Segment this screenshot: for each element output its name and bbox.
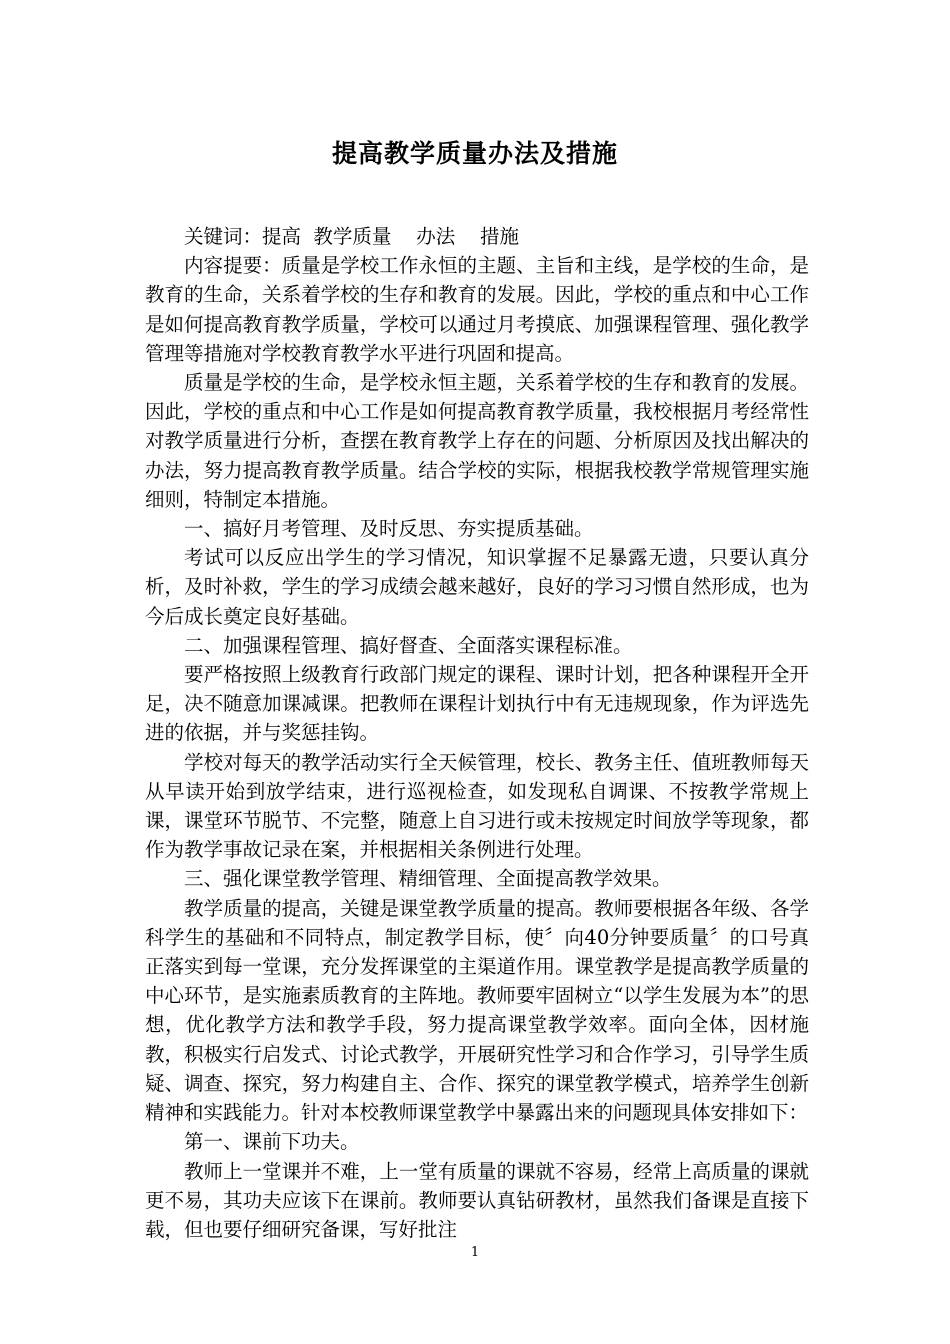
paragraph-classroom: 教学质量的提高，关键是课堂教学质量的提高。教师要根据各年级、各学科学生的基础和不同特点，制定教学目标，使〞向40分钟要质量〞的口号真正落实到每一堂课，充分发挥课堂的主渠道作用。课堂教学是提高教学质量的中心环节，是实施素质教育的主阵地。教师要牢固树立“以学生发展为本”的思想，优化教学方法和教学手段，努力提高课堂教学效率。面向全体，因材施教，积极实行启发式、讨论式教学，开展研究性学习和合作学习，引导学生质疑、调查、探究，努力构建自主、合作、探究的课堂教学模式，培养学生创新精神和实践能力。针对本校教师课堂教学中暴露出来的问题现具体安排如下： [145, 896, 809, 1125]
document-title: 提高教学质量办法及措施 [331, 139, 618, 168]
page-number: 1 [470, 1245, 480, 1260]
paragraph-exam: 考试可以反应出学生的学习情况，知识掌握不足暴露无遗，只要认真分析，及时补救，学生的学习成绩会越来越好，良好的学习习惯自然形成，也为今后成长奠定良好基础。 [145, 546, 809, 628]
paragraph-abstract: 内容提要：质量是学校工作永恒的主题、主旨和主线，是学校的生命，是教育的生命，关系着学校的生存和教育的发展。因此，学校的重点和中心工作是如何提高教育教学质量，学校可以通过月考摸底、加强课程管理、强化教学管理等措施对学校教育教学水平进行巩固和提高。 [145, 254, 809, 365]
paragraph-daily-management: 学校对每天的教学活动实行全天候管理，校长、教务主任、值班教师每天从早读开始到放学结束，进行巡视检查，如发现私自调课、不按教学常规上课，课堂环节脱节、不完整，随意上自习进行或未按规定时间放学等现象，都作为教学事故记录在案，并根据相关条例进行处理。 [145, 750, 809, 862]
subsection-heading-1: 第一、课前下功夫。 [184, 1130, 360, 1154]
section-heading-3: 三、强化课堂教学管理、精细管理、全面提高教学效果。 [184, 867, 672, 891]
document-body [145, 222, 809, 1244]
paragraph-curriculum: 要严格按照上级教育行政部门规定的课程、课时计划，把各种课程开全开足，决不随意加课减课。把教师在课程计划执行中有无违规现象，作为评选先进的依据，并与奖惩挂钩。 [145, 663, 809, 745]
paragraph-intro: 质量是学校的生命，是学校永恒主题，关系着学校的生存和教育的发展。因此，学校的重点和中心工作是如何提高教育教学质量，我校根据月考经常性对教学质量进行分析，查摆在教育教学上存在的问题、分析原因及找出解决的办法，努力提高教育教学质量。结合学校的实际，根据我校教学常规管理实施细则，特制定本措施。 [145, 371, 809, 511]
section-heading-1: 一、搞好月考管理、及时反思、夯实提质基础。 [184, 517, 594, 541]
paragraph-preparation: 教师上一堂课并不难，上一堂有质量的课就不容易，经常上高质量的课就更不易，其功夫应该下在课前。教师要认真钻研教材，虽然我们备课是直接下载，但也要仔细研究备课，写好批注 [145, 1159, 809, 1241]
keywords-line: 关键词：提高 教学质量 办法 措施 [184, 225, 519, 248]
section-heading-2: 二、加强课程管理、搞好督查、全面落实课程标准。 [184, 633, 633, 657]
